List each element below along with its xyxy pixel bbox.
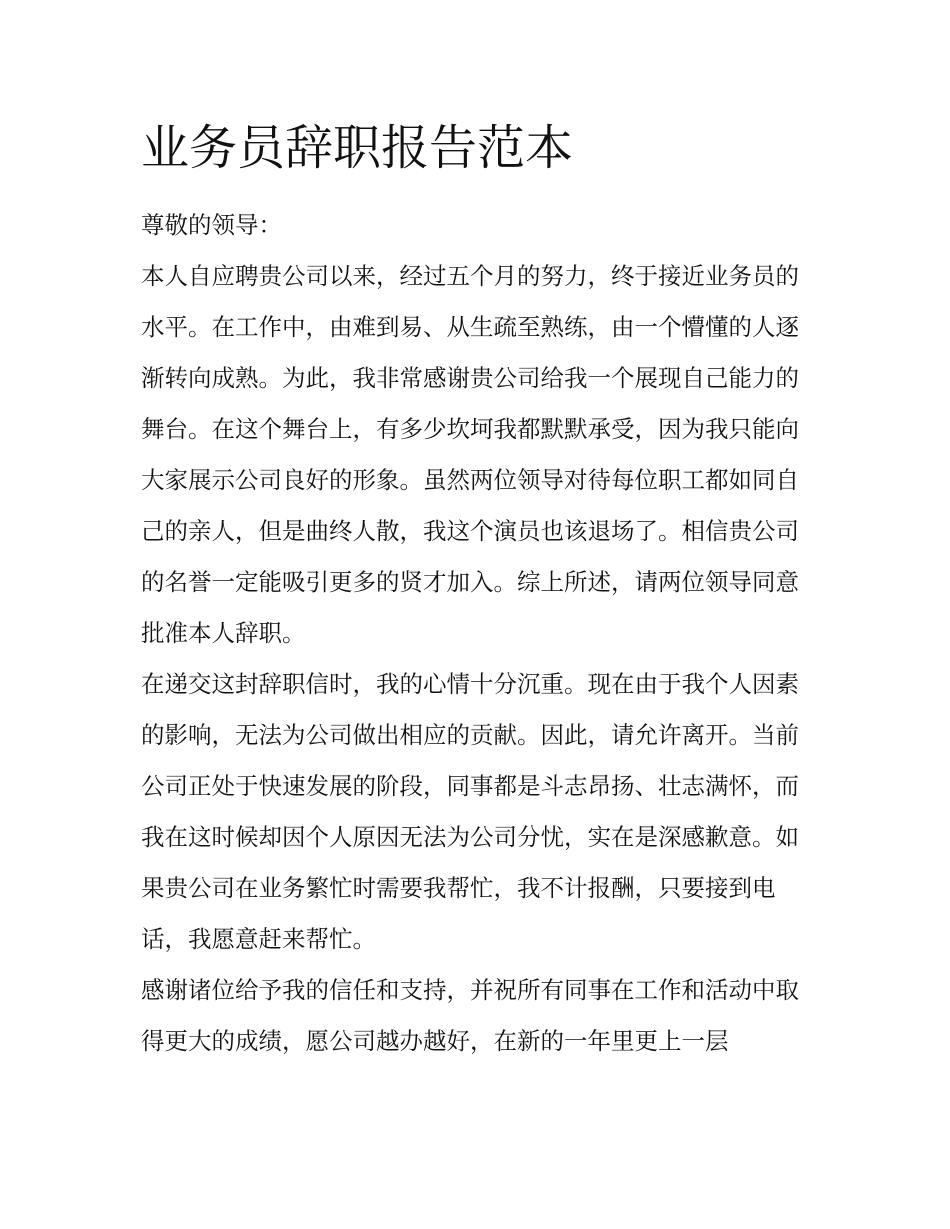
paragraph-1: 本人自应聘贵公司以来，经过五个月的努力，终于接近业务员的水平。在工作中，由难到易、从生疏至熟练，由一个懵懂的人逐渐转向成熟。为此，我非常感谢贵公司给我一个展现自己能力的舞台。在这个舞台上，有多少坎坷我都默默承受，因为我只能向大家展示公司良好的形象。虽然两位领导对待每位职工都如同自己的亲人，但是曲终人散，我这个演员也该退场了。相信贵公司的名誉一定能吸引更多的贤才加入。综上所述，请两位领导同意批准本人辞职。 — [141, 262, 799, 647]
paragraph-3: 感谢诸位给予我的信任和支持，并祝所有同事在工作和活动中取得更大的成绩，愿公司越办越好，在新的一年里更上一层 — [141, 976, 799, 1055]
document-title: 业务员辞职报告范本 — [141, 120, 574, 176]
paragraph-2: 在递交这封辞职信时，我的心情十分沉重。现在由于我个人因素的影响，无法为公司做出相应的贡献。因此，请允许离开。当前公司正处于快速发展的阶段，同事都是斗志昂扬、壮志满怀，而我在这时候却因个人原因无法为公司分忧，实在是深感歉意。如果贵公司在业务繁忙时需要我帮忙，我不计报酬，只要接到电话，我愿意赶来帮忙。 — [141, 670, 799, 953]
salutation: 尊敬的领导： — [141, 211, 282, 239]
document-body — [141, 118, 813, 1067]
